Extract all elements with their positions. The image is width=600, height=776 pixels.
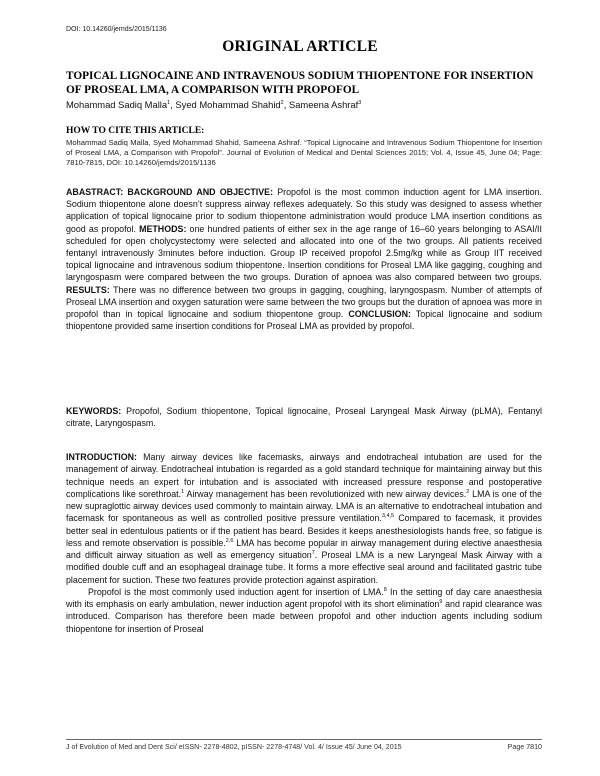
- author-affiliation: 2: [280, 99, 284, 106]
- author-name: Syed Mohammad Shahid: [175, 99, 281, 110]
- abstract-background: Propofol is the most common induction agent for LMA insertion. Sodium thiopentone alone doesn’t suppress airway reflexes adequately. So this study was designed to assess whether application of topical lignocaine prior to sodium thiopentone administration would produce LMA insertion conditions as good as propofol.: [66, 187, 542, 234]
- reference-marker: 8: [383, 586, 387, 593]
- abstract-label: ABASTRACT: BACKGROUND AND OBJECTIVE:: [66, 187, 274, 197]
- abstract-methods: one hundred patients of either sex in the age range of 16–60 years belonging to ASAI/II scheduled for open cholycystectomy were selected and allocated into one of the two groups. All patients received fentanyl intravenously 3minutes before induction. Group IP received propofol 2.5mg/kg while as Group IIT received topical lignocaine and intravenous sodium thiopentone. Insertion conditions for Proseal LMA like gagging, coughing and laryngospasm were compared between the two groups. Duration of apnoea was also compared between two groups.: [66, 223, 542, 283]
- reference-marker: 2,6: [225, 537, 234, 544]
- author-name: Mohammad Sadiq Malla: [66, 99, 168, 110]
- footer-journal-info: J of Evolution of Med and Dent Sci/ eISSN- 2278-4802, pISSN- 2278-4748/ Vol. 4/ Issue 45/ June 04, 2015: [66, 743, 402, 751]
- author-affiliation: 3: [358, 99, 362, 106]
- results-label: RESULTS:: [66, 284, 110, 295]
- reference-marker: 1: [181, 488, 185, 495]
- intro-text: . Proseal LMA is a new Laryngeal Mask Airway with a modified double cuff and an esophageal drainage tube. It forms a more effective seal around and facilitated gastric tube placement for suction. These two features provide protection against aspiration.: [66, 550, 542, 585]
- author-name: Sameena Ashraf: [288, 99, 359, 110]
- article-type-heading: ORIGINAL ARTICLE: [222, 38, 378, 55]
- introduction-paragraph-2: [66, 586, 542, 635]
- article-title: TOPICAL LIGNOCAINE AND INTRAVENOUS SODIUM THIOPENTONE FOR INSERTION OF PROSEAL LMA, A COMPARISON WITH PROPOFOL: [66, 70, 534, 96]
- intro-text: Compared to facemask, it provides better seal in edentulous patients or if the patient has beard. Besides it keeps anesthesiologists hands free, so fatigue is less and remote observation is possible.: [66, 513, 542, 548]
- author-list: [66, 99, 361, 110]
- doi-line: DOI: 10.14260/jemds/2015/1136: [66, 26, 167, 33]
- intro-text: LMA is one of the new supraglottic airway devices used commonly to maintain airway. LMA is an alternative to endotracheal intubation and facemask for spontaneous as well as controlled positive pressure ventilation.: [66, 488, 542, 524]
- abstract-results: There was no difference between two groups in gagging, coughing, laryngospasm. Number of attempts of Proseal LMA insertion and oxygen saturation were same between the two groups but the duration of apnoea was more in propofol than in topical lignocaine and sodium thiopentone group.: [66, 284, 542, 320]
- intro-text: Many airway devices like facemasks, airways and endotracheal intubation are used for the management of airway. Endotracheal intubation is regarded as a gold standard technique for maintaining airway but this technique needs an expert for intubation and is associated with increased pressure response and postoperative complications like sorethroat.: [66, 452, 542, 499]
- methods-label: METHODS:: [139, 223, 187, 234]
- intro-text: In the setting of day care anaesthesia with its emphasis on early ambulation, newer induction agent propofol with its short elimination: [66, 586, 542, 609]
- citation-heading: HOW TO CITE THIS ARTICLE:: [66, 126, 205, 136]
- reference-marker: 3,4,5: [381, 513, 395, 520]
- footer-divider: [66, 739, 542, 740]
- intro-text: and rapid clearance was introduced. Comparison has therefore been made between propofol and other induction agents including sodium thiopentone for insertion of Proseal: [66, 599, 542, 634]
- introduction-paragraph-1: [66, 451, 542, 586]
- intro-text: Airway management has been revolutionized with new airway devices.: [184, 488, 467, 499]
- conclusion-label: CONCLUSION:: [348, 309, 411, 320]
- reference-marker: 2: [466, 488, 470, 495]
- keywords-paragraph: [66, 405, 542, 429]
- citation-text: Mohammad Sadiq Malla, Syed Mohammad Shahid, Sameena Ashraf. “Topical Lignocaine and Intravenous Sodium Thiopentone for Insertion of Proseal LMA, a Comparison with Propofol”. Journal of Evolution of Medical and Dental Sciences 2015; Vol. 4, Issue 45, June 04; Page: 7810-7815, DOI: 10.14260/jemds/2015/1136: [66, 138, 542, 168]
- reference-marker: 7: [311, 550, 315, 557]
- author-affiliation: 1: [167, 99, 171, 106]
- author-separator: ,: [283, 99, 289, 110]
- author-separator: ,: [170, 99, 176, 110]
- footer-page-number: Page 7810: [507, 743, 542, 751]
- keywords-label: KEYWORDS:: [66, 406, 122, 416]
- intro-text: LMA has become popular in airway management during elective anaesthesia and difficult airway situation as well as emergency situation: [66, 537, 542, 560]
- abstract-paragraph: [66, 186, 542, 332]
- abstract-conclusion: Topical lignocaine and sodium thiopentone provided same insertion conditions for Proseal LMA as provided by propofol.: [66, 309, 542, 332]
- intro-text: Propofol is the most commonly used induction agent for insertion of LMA.: [88, 586, 384, 597]
- introduction-label: INTRODUCTION:: [66, 452, 137, 462]
- keywords-text: Propofol, Sodium thiopentone, Topical lignocaine, Proseal Laryngeal Mask Airway (pLMA), Fentanyl citrate, Laryngospasm.: [66, 406, 542, 429]
- reference-marker: 9: [439, 599, 443, 606]
- introduction-section: [66, 451, 542, 635]
